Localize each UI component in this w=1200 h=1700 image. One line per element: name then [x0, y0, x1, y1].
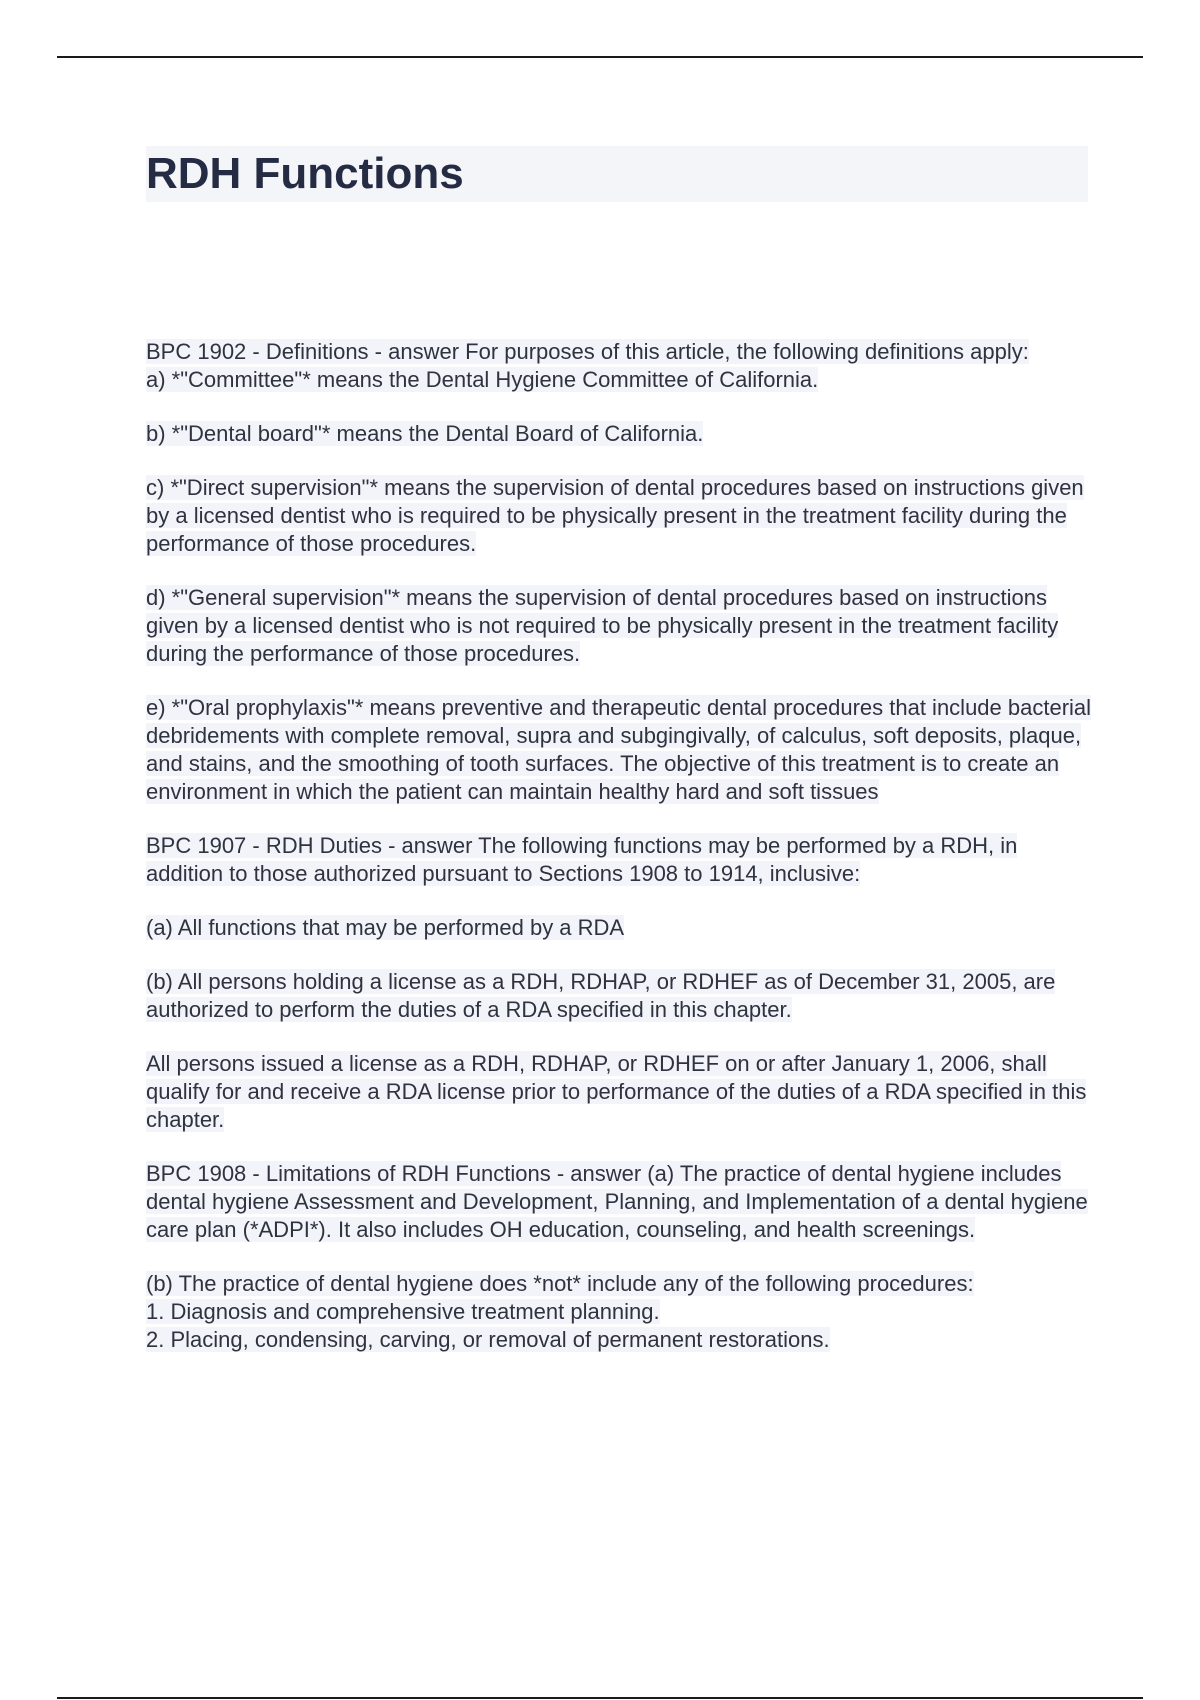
list-item-diagnosis: 1. Diagnosis and comprehensive treatment planning. [146, 1299, 660, 1324]
bottom-divider [57, 1697, 1143, 1699]
paragraph-general-supervision-definition: d) *"General supervision"* means the supervision of dental procedures based on instructions given by a licensed dentist who is not required to be physically present in the treatment facility during the performance of those procedures. [146, 585, 1059, 666]
paragraph-oral-prophylaxis-definition: e) *"Oral prophylaxis"* means preventive and therapeutic dental procedures that include bacterial debridements with complete removal, supra and subgingivally, of calculus, soft deposits, plaque, and stains, and the smoothing of tooth surfaces. The objective of this treatment is to create an environment in which the patient can maintain healthy hard and soft tissues [146, 695, 1092, 804]
page-title: RDH Functions [146, 146, 1088, 202]
paragraph-bpc-1907: BPC 1907 - RDH Duties - answer The following functions may be performed by a RDH, in addition to those authorized pursuant to Sections 1908 to 1914, inclusive: [146, 833, 1018, 886]
paragraph-direct-supervision-definition: c) *"Direct supervision"* means the supervision of dental procedures based on instructions given by a licensed dentist who is required to be physically present in the treatment facility during the performance of those procedures. [146, 475, 1084, 556]
paragraph-rda-functions: (a) All functions that may be performed by a RDA [146, 915, 625, 940]
paragraph-not-included: (b) The practice of dental hygiene does *not* include any of the following procedures: [146, 1271, 974, 1296]
paragraph-dental-board-definition: b) *"Dental board"* means the Dental Board of California. [146, 421, 704, 446]
paragraph-committee-definition: a) *"Committee"* means the Dental Hygiene Committee of California. [146, 367, 819, 392]
paragraph-license-after-2006: All persons issued a license as a RDH, RDHAP, or RDHEF on or after January 1, 2006, shall qualify for and receive a RDA license prior to performance of the duties of a RDA specified in this chapter. [146, 1051, 1087, 1132]
paragraph-license-before-2005: (b) All persons holding a license as a RDH, RDHAP, or RDHEF as of December 31, 2005, are authorized to perform the duties of a RDA specified in this chapter. [146, 969, 1056, 1022]
list-item-restorations: 2. Placing, condensing, carving, or removal of permanent restorations. [146, 1327, 830, 1352]
paragraph-bpc-1902: BPC 1902 - Definitions - answer For purposes of this article, the following definitions apply: [146, 339, 1029, 364]
paragraph-bpc-1908: BPC 1908 - Limitations of RDH Functions - answer (a) The practice of dental hygiene includes dental hygiene Assessment and Development, Planning, and Implementation of a dental hygiene care plan (*ADPI*). It also includes OH education, counseling, and health screenings. [146, 1161, 1088, 1242]
document-body [146, 338, 1094, 1354]
top-divider [57, 56, 1143, 58]
